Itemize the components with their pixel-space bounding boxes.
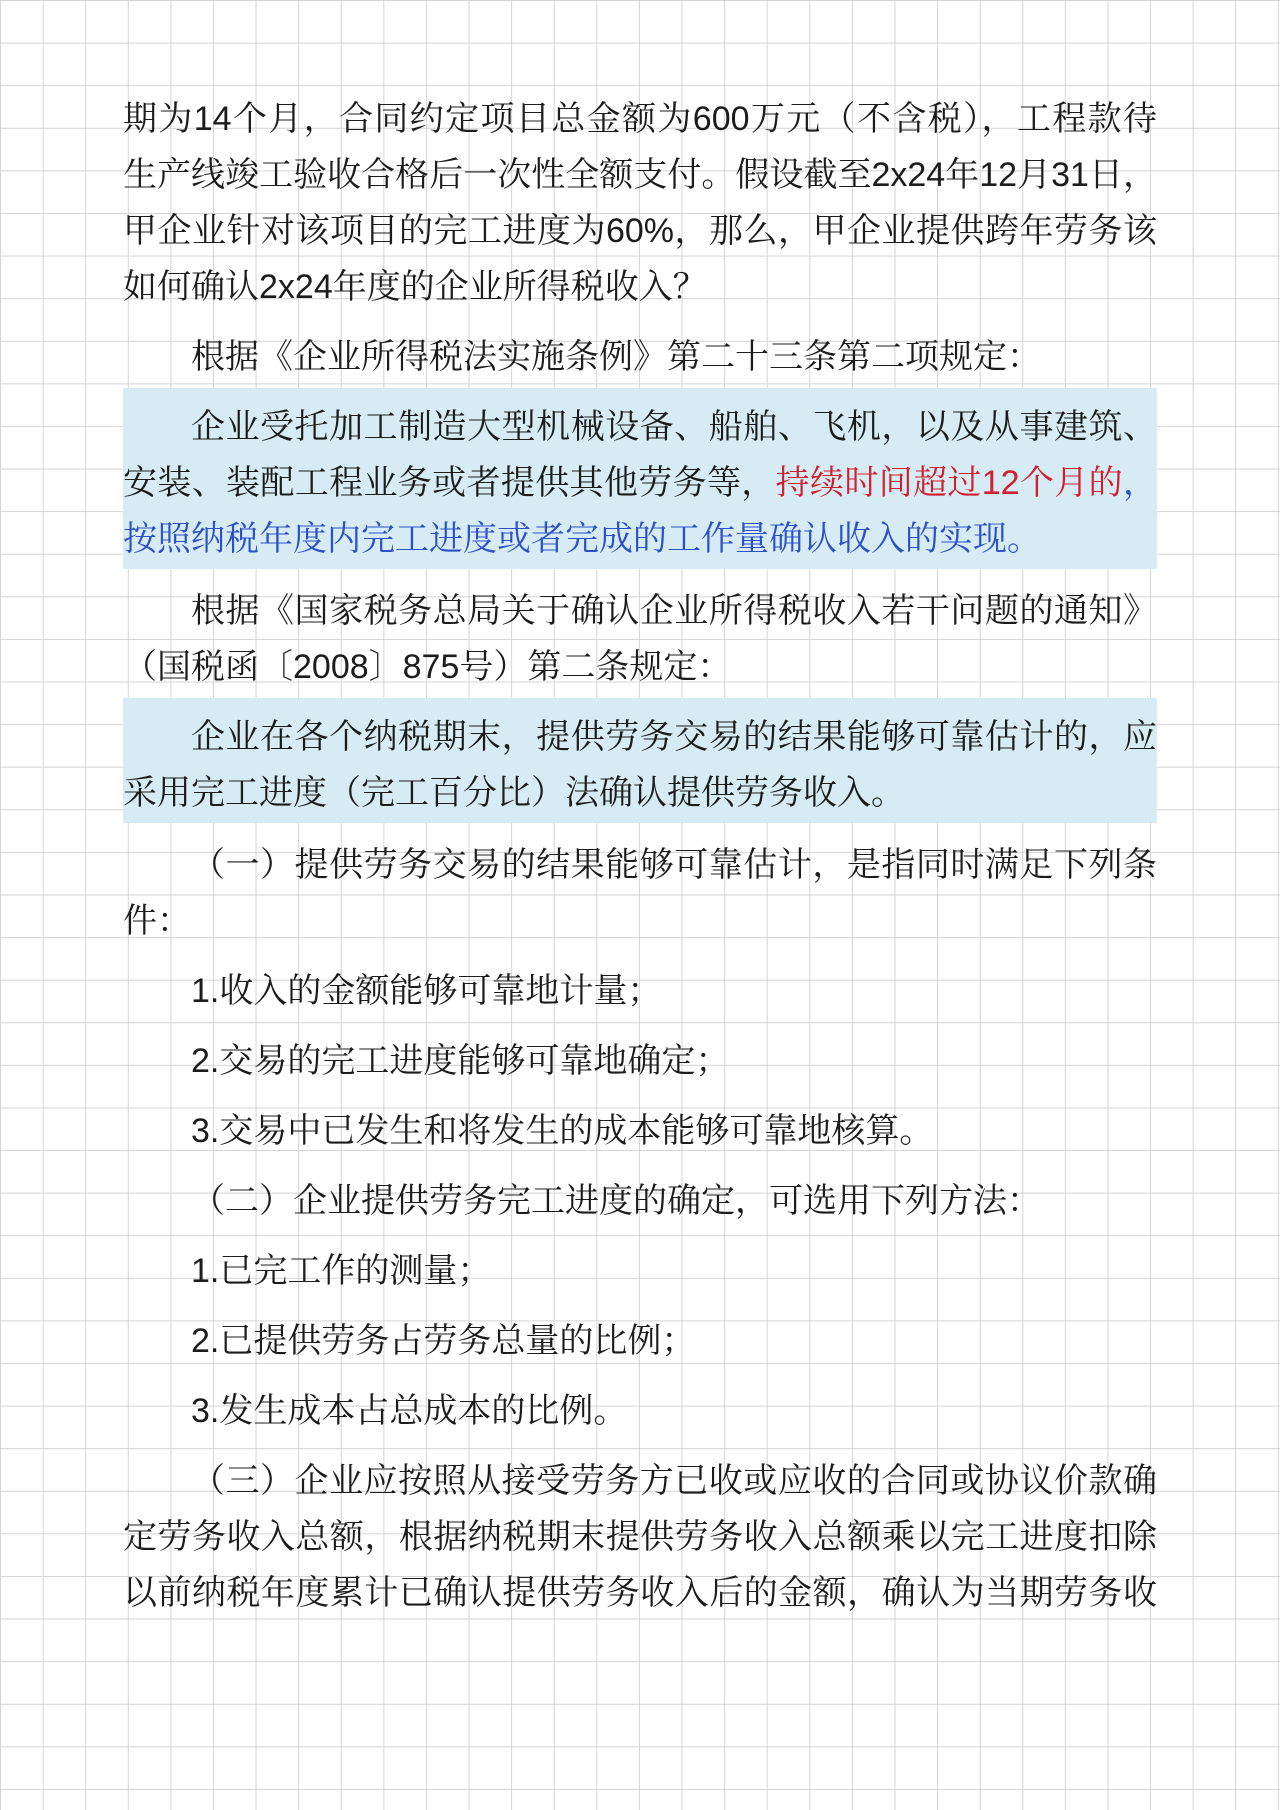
text-line: 甲企业针对该项目的完工进度为60%，那么，甲企业提供跨年劳务该 — [123, 212, 1157, 250]
text-line: 1.已完工作的测量； — [191, 1252, 492, 1290]
list-item — [123, 963, 1157, 1019]
text-line: 企业在各个纳税期末，提供劳务交易的结果能够可靠估计的，应 — [191, 718, 1157, 756]
text-line: 件： — [123, 902, 191, 940]
list-item — [123, 1103, 1157, 1159]
list-item — [123, 1033, 1157, 1089]
text-line: 期为14个月，合同约定项目总金额为600万元（不含税），工程款待 — [123, 100, 1157, 138]
list-item — [123, 1313, 1157, 1369]
text-line: （二）企业提供劳务完工进度的确定，可选用下列方法： — [191, 1182, 1041, 1220]
blue-emphasis-text: ， — [1123, 464, 1157, 502]
red-emphasis-text: 持续时间超过12个月的 — [775, 464, 1123, 502]
highlighted-quote-1 — [123, 388, 1157, 569]
text-line: 定劳务收入总额，根据纳税期末提供劳务收入总额乘以完工进度扣除 — [123, 1518, 1157, 1556]
text-line: 如何确认2x24年度的企业所得税收入？ — [123, 268, 707, 306]
blue-emphasis-line: 按照纳税年度内完工进度或者完成的工作量确认收入的实现。 — [123, 520, 1041, 558]
list-item — [123, 1383, 1157, 1439]
text-line: 2.交易的完工进度能够可靠地确定； — [191, 1042, 730, 1080]
text-line: 采用完工进度（完工百分比）法确认提供劳务收入。 — [123, 774, 905, 812]
text-line: （国税函〔2008〕875号）第二条规定： — [123, 648, 732, 686]
section-3-paragraph — [123, 1453, 1157, 1621]
intro-paragraph — [123, 91, 1157, 315]
list-item — [123, 1243, 1157, 1299]
text-line: （一）提供劳务交易的结果能够可靠估计，是指同时满足下列条 — [191, 846, 1157, 884]
text-line: （三）企业应按照从接受劳务方已收或应收的合同或协议价款确 — [191, 1462, 1157, 1500]
text-line: 以前纳税年度累计已确认提供劳务收入后的金额，确认为当期劳务收 — [123, 1574, 1157, 1612]
plain-text: 安装、装配工程业务或者提供其他劳务等， — [123, 464, 776, 502]
highlighted-quote-2 — [123, 698, 1157, 823]
text-line: 根据《企业所得税法实施条例》第二十三条第二项规定： — [191, 338, 1041, 376]
section-1-heading — [123, 837, 1157, 949]
text-line: 企业受托加工制造大型机械设备、船舶、飞机，以及从事建筑、 — [191, 408, 1157, 446]
document-page — [123, 91, 1157, 1635]
text-line: 3.发生成本占总成本的比例。 — [191, 1392, 628, 1430]
text-line: 生产线竣工验收合格后一次性全额支付。假设截至2x24年12月31日， — [123, 156, 1157, 194]
text-line: 3.交易中已发生和将发生的成本能够可靠地核算。 — [191, 1112, 934, 1150]
regulation-citation-1 — [123, 329, 1157, 385]
text-line: 1.收入的金额能够可靠地计量； — [191, 972, 662, 1010]
text-line — [123, 455, 1157, 511]
regulation-citation-2 — [123, 583, 1157, 695]
section-2-heading — [123, 1173, 1157, 1229]
text-line: 2.已提供劳务占劳务总量的比例； — [191, 1322, 696, 1360]
text-line: 根据《国家税务总局关于确认企业所得税收入若干问题的通知》 — [191, 592, 1157, 630]
